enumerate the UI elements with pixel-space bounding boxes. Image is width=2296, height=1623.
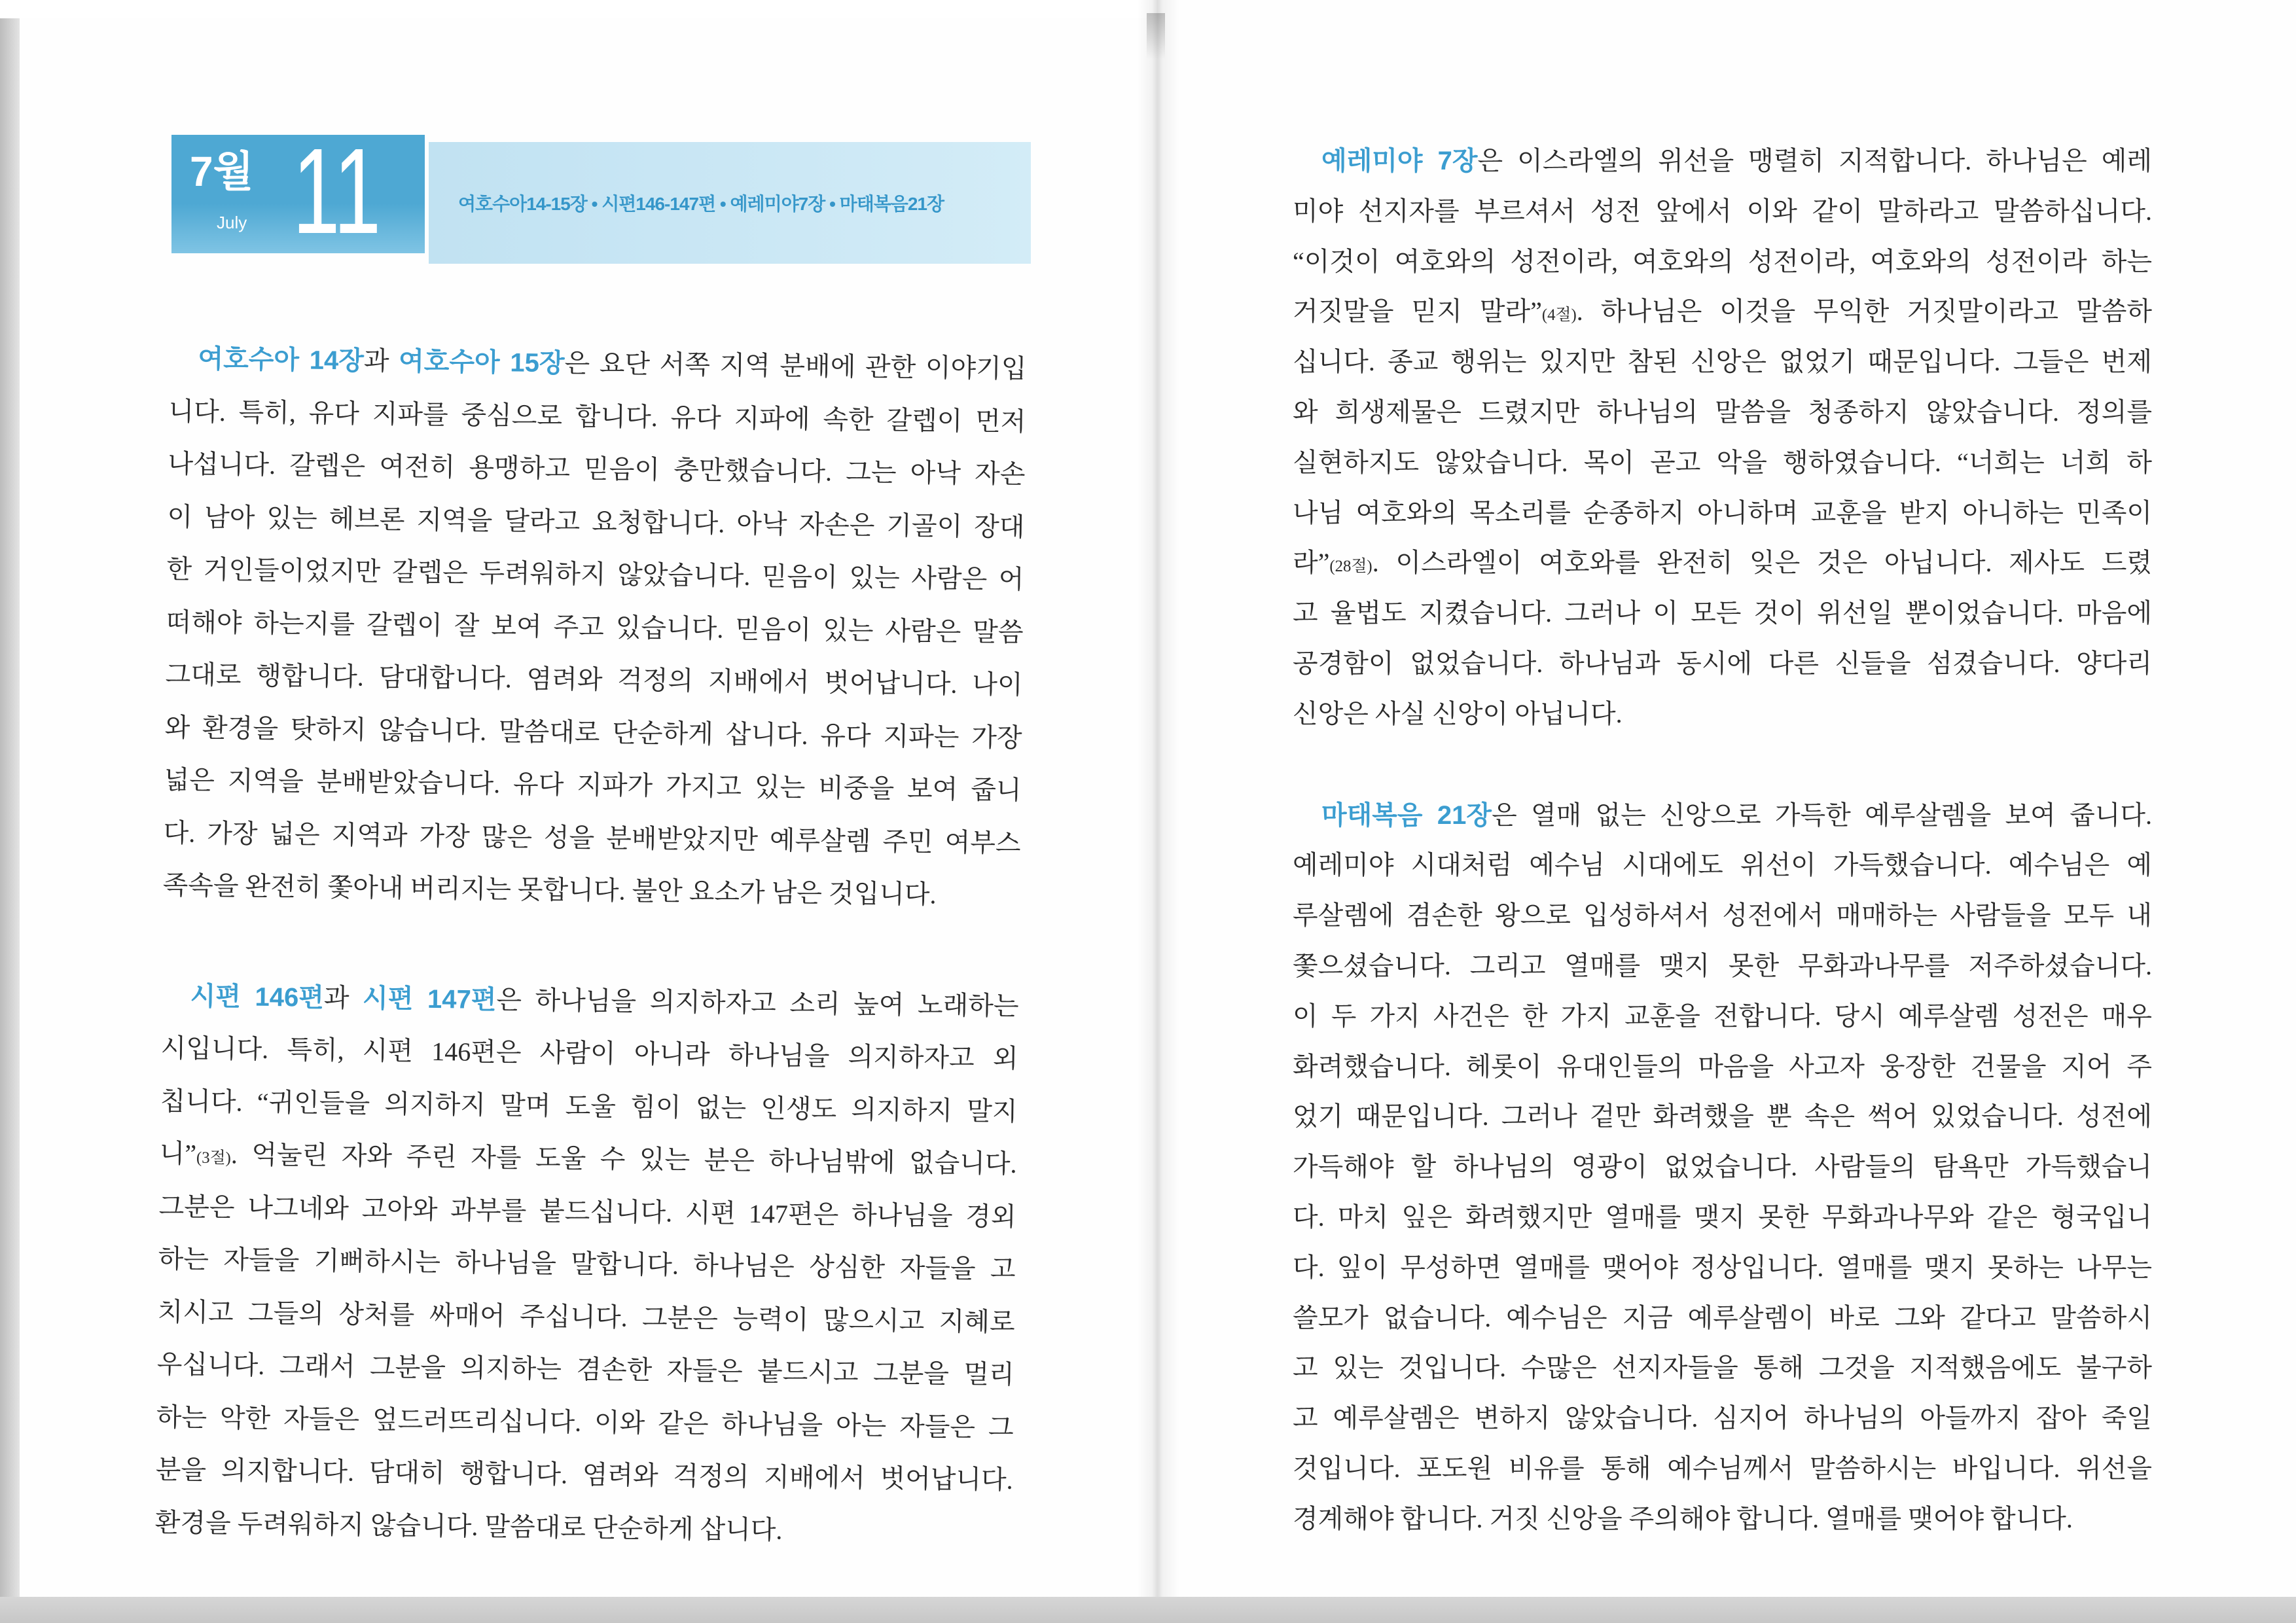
line-text: 고 있는 것입니다. 수많은 선지자들을 통해 그것을 지적했음에도 불구하	[1293, 1353, 2152, 1383]
line-text: 십니다. 종교 행위는 있지만 참된 신앙은 없었기 때문입니다. 그들은 번제	[1293, 347, 2152, 377]
reading-plan-text: 여호수아14-15장 • 시편146-147편 • 예레미야7장 • 마태복음21장	[458, 194, 944, 214]
line-text: 미야 선지자를 부르셔서 성전 앞에서 이와 같이 말하라고 말씀하십니다.	[1293, 196, 2152, 226]
scan-edge-bottom	[0, 1597, 2296, 1623]
text-line	[159, 1128, 1017, 1190]
line-text: 라”	[1293, 548, 1330, 578]
paragraph	[1293, 136, 2152, 740]
line-text: 은 열매 없는 신앙으로 가득한 예루살렘을 보여 줍니다.	[1492, 800, 2152, 830]
line-text: 와 환경을 탓하지 않습니다. 말씀대로 단순하게 삽니다. 유다 지파는 가장	[164, 712, 1022, 753]
line-text: 하는 악한 자들은 엎드러뜨리십니다. 이와 같은 하나님을 아는 자들은 그	[156, 1402, 1014, 1442]
verse-citation: (3절)	[196, 1149, 232, 1168]
text-line	[1293, 689, 2152, 740]
verse-citation: (28절)	[1329, 558, 1372, 576]
line-text: 은 하나님을 의지하자고 소리 높여 노래하는	[496, 984, 1019, 1021]
line-text: 은 요단 서쪽 지역 분배에 관한 이야기입	[564, 348, 1027, 383]
text-line	[1293, 237, 2152, 287]
text-line	[158, 1233, 1016, 1296]
line-text: 었기 때문입니다. 그러나 겉만 화려했을 뿐 속은 썩어 있었습니다. 성전에	[1293, 1101, 2152, 1132]
text-line	[1293, 1192, 2152, 1243]
page-gutter-top-shadow	[1147, 13, 1165, 59]
line-text: 칩니다. “귀인들을 의지하지 말며 도울 힘이 없는 인생도 의지하지 말지	[160, 1086, 1018, 1126]
scripture-reference: 시편 146편	[190, 981, 325, 1012]
text-line	[1293, 588, 2152, 639]
text-line	[1293, 287, 2152, 337]
text-line	[1293, 941, 2152, 991]
line-text: “이것이 여호와의 성전이라, 여호와의 성전이라, 여호와의 성전이라 하는	[1293, 246, 2152, 276]
text-line	[1293, 1293, 2152, 1344]
text-line	[1293, 1092, 2152, 1142]
month-label: 7월	[190, 148, 254, 195]
day-number: 11	[293, 135, 382, 253]
text-line	[1293, 1494, 2152, 1544]
line-text: 화려했습니다. 헤롯이 유대인들의 마음을 사고자 웅장한 건물을 지어 주	[1293, 1051, 2152, 1081]
text-line	[155, 1444, 1013, 1507]
text-line	[1293, 337, 2152, 387]
line-text: 가득해야 할 하나님의 영광이 없었습니다. 사람들의 탐욕만 가득했습니	[1293, 1152, 2152, 1182]
scripture-reference: 예레미야 7장	[1321, 147, 1478, 175]
line-text: 은 이스라엘의 위선을 맹렬히 지적합니다. 하나님은 예레	[1477, 146, 2152, 175]
line-text: 그분은 나그네와 고아와 과부를 붙드십니다. 시편 147편은 하나님을 경외	[158, 1191, 1016, 1232]
text-line	[1293, 1243, 2152, 1293]
line-text: 떠해야 하는지를 갈렙이 잘 보여 주고 있습니다. 믿음이 있는 사람은 말씀	[166, 607, 1024, 647]
verse-citation: (4절)	[1541, 306, 1577, 325]
text-line	[1293, 991, 2152, 1042]
line-text: 루살렘에 겸손한 왕으로 입성하셔서 성전에서 매매하는 사람들을 모두 내	[1293, 901, 2152, 931]
text-line	[1293, 488, 2152, 539]
date-box	[171, 135, 425, 253]
text-line	[1293, 438, 2152, 488]
line-text: 분을 의지합니다. 담대히 행합니다. 염려와 걱정의 지배에서 벗어납니다.	[155, 1454, 1013, 1495]
line-text: 고 율법도 지켰습니다. 그러나 이 모든 것이 위선일 뿐이었습니다. 마음에	[1293, 598, 2152, 628]
line-text: 다. 잎이 무성하면 열매를 맺어야 정상입니다. 열매를 맺지 못하는 나무는	[1293, 1252, 2152, 1282]
left-page-body-text	[154, 332, 1027, 1560]
line-text: 과	[363, 346, 399, 376]
reading-plan-banner	[429, 142, 1031, 264]
month-english-label: July	[217, 213, 247, 232]
text-line	[160, 1022, 1018, 1085]
line-text: 치시고 그들의 상처를 싸매어 주십니다. 그분은 능력이 많으시고 지혜로	[157, 1296, 1015, 1337]
paragraph	[1293, 791, 2152, 1544]
line-text: 경계해야 합니다. 거짓 신앙을 주의해야 합니다. 열매를 맺어야 합니다.	[1293, 1503, 2073, 1533]
text-line	[1293, 538, 2152, 588]
line-text: 쓸모가 없습니다. 예수님은 지금 예루살렘이 바로 그와 같다고 말씀하시	[1293, 1302, 2152, 1332]
page-gutter-shadow	[1138, 0, 1179, 1597]
line-text: 공경함이 없었습니다. 하나님과 동시에 다른 신들을 섬겼습니다. 양다리	[1293, 648, 2152, 678]
line-text: . 하나님은 이것을 무익한 거짓말이라고 말씀하	[1576, 296, 2152, 327]
text-line	[1293, 791, 2152, 841]
right-page	[1157, 0, 2296, 1597]
scan-edge-left	[0, 18, 20, 1597]
scripture-reference: 여호수아 14장	[198, 344, 365, 376]
line-text: . 억눌린 자와 주린 자를 도울 수 있는 분은 하나님밖에 없습니다.	[230, 1139, 1017, 1179]
text-line	[1293, 187, 2152, 237]
text-line	[168, 438, 1026, 501]
line-text: . 이스라엘이 여호와를 완전히 잊은 것은 아닙니다. 제사도 드렸	[1372, 548, 2152, 578]
text-line	[1293, 136, 2152, 187]
text-line	[165, 649, 1023, 711]
text-line	[156, 1338, 1014, 1401]
scripture-reference: 시편 147편	[362, 984, 497, 1014]
text-line	[1293, 387, 2152, 438]
line-text: 신앙은 사실 신앙이 아닙니다.	[1293, 698, 1623, 728]
line-text: 쫓으셨습니다. 그리고 열매를 맺지 못한 무화과나무를 저주하셨습니다.	[1293, 950, 2152, 980]
left-page	[20, 18, 1157, 1597]
text-line	[1293, 891, 2152, 941]
right-page-body-text	[1293, 136, 2152, 1544]
line-text: 이 남아 있는 헤브론 지역을 달라고 요청합니다. 아낙 자손은 기골이 장대	[167, 501, 1025, 542]
text-line	[1293, 1142, 2152, 1192]
line-text: 것입니다. 포도원 비유를 통해 예수님께서 말씀하시는 바입니다. 위선을	[1293, 1453, 2152, 1483]
text-line	[164, 754, 1022, 817]
line-text: 나님 여호와의 목소리를 순종하지 아니하며 교훈을 받지 아니하는 민족이	[1293, 497, 2152, 527]
text-line	[1293, 1393, 2152, 1444]
line-text: 고 예루살렘은 변하지 않았습니다. 심지어 하나님의 아들까지 잡아 죽일	[1293, 1403, 2152, 1433]
text-line	[1293, 1343, 2152, 1393]
line-text: 와 희생제물은 드렸지만 하나님의 말씀을 청종하지 않았습니다. 정의를	[1293, 397, 2152, 427]
paragraph	[162, 332, 1027, 922]
line-text: 나섭니다. 갈렙은 여전히 용맹하고 믿음이 충만했습니다. 그는 아낙 자손	[168, 448, 1026, 489]
text-line	[1293, 1042, 2152, 1092]
line-text: 환경을 두려워하지 않습니다. 말씀대로 단순하게 삽니다.	[154, 1507, 783, 1545]
text-line	[166, 543, 1024, 606]
line-text: 니”	[159, 1138, 197, 1169]
text-line	[1293, 840, 2152, 891]
line-text: 시입니다. 특히, 시편 146편은 사람이 아니라 하나님을 의지하자고 외	[160, 1033, 1018, 1073]
line-text: 족속을 완전히 쫓아내 버리지는 못합니다. 불안 요소가 남은 것입니다.	[162, 870, 937, 910]
line-text: 예레미야 시대처럼 예수님 시대에도 위선이 가득했습니다. 예수님은 예	[1293, 850, 2152, 880]
line-text: 과	[323, 982, 363, 1013]
line-text: 넓은 지역을 분배받았습니다. 유다 지파가 가지고 있는 비중을 보여 줍니	[164, 764, 1022, 805]
line-text: 거짓말을 믿지 말라”	[1293, 296, 1542, 327]
text-line	[169, 332, 1027, 395]
scripture-reference: 마태복음 21장	[1321, 800, 1492, 830]
line-text: 니다. 특히, 유다 지파를 중심으로 합니다. 유다 지파에 속한 갈렙이 먼저	[168, 396, 1026, 437]
line-text: 실현하지도 않았습니다. 목이 곧고 악을 행하였습니다. “너희는 너희 하	[1293, 447, 2152, 477]
text-line	[1293, 1444, 2152, 1494]
paragraph	[154, 969, 1019, 1559]
text-line	[162, 859, 1020, 922]
line-text: 이 두 가지 사건은 한 가지 교훈을 전합니다. 당시 예루살렘 성전은 매우	[1293, 1001, 2152, 1031]
line-text: 하는 자들을 기뻐하시는 하나님을 말합니다. 하나님은 상심한 자들을 고	[158, 1243, 1016, 1284]
line-text: 우십니다. 그래서 그분을 의지하는 겸손한 자들은 붙드시고 그분을 멀리	[156, 1349, 1014, 1389]
scripture-reference: 여호수아 15장	[398, 347, 565, 378]
text-line	[154, 1496, 1013, 1559]
line-text: 다. 마치 잎은 화려했지만 열매를 맺지 못한 무화과나무와 같은 형국입니	[1293, 1202, 2152, 1232]
line-text: 한 거인들이었지만 갈렙은 두려워하지 않았습니다. 믿음이 있는 사람은 어	[166, 554, 1024, 594]
line-text: 다. 가장 넓은 지역과 가장 많은 성을 분배받았지만 예루살렘 주민 여부스	[163, 817, 1021, 858]
text-line	[1293, 639, 2152, 689]
line-text: 그대로 행합니다. 담대합니다. 염려와 걱정의 지배에서 벗어납니다. 나이	[165, 659, 1023, 700]
